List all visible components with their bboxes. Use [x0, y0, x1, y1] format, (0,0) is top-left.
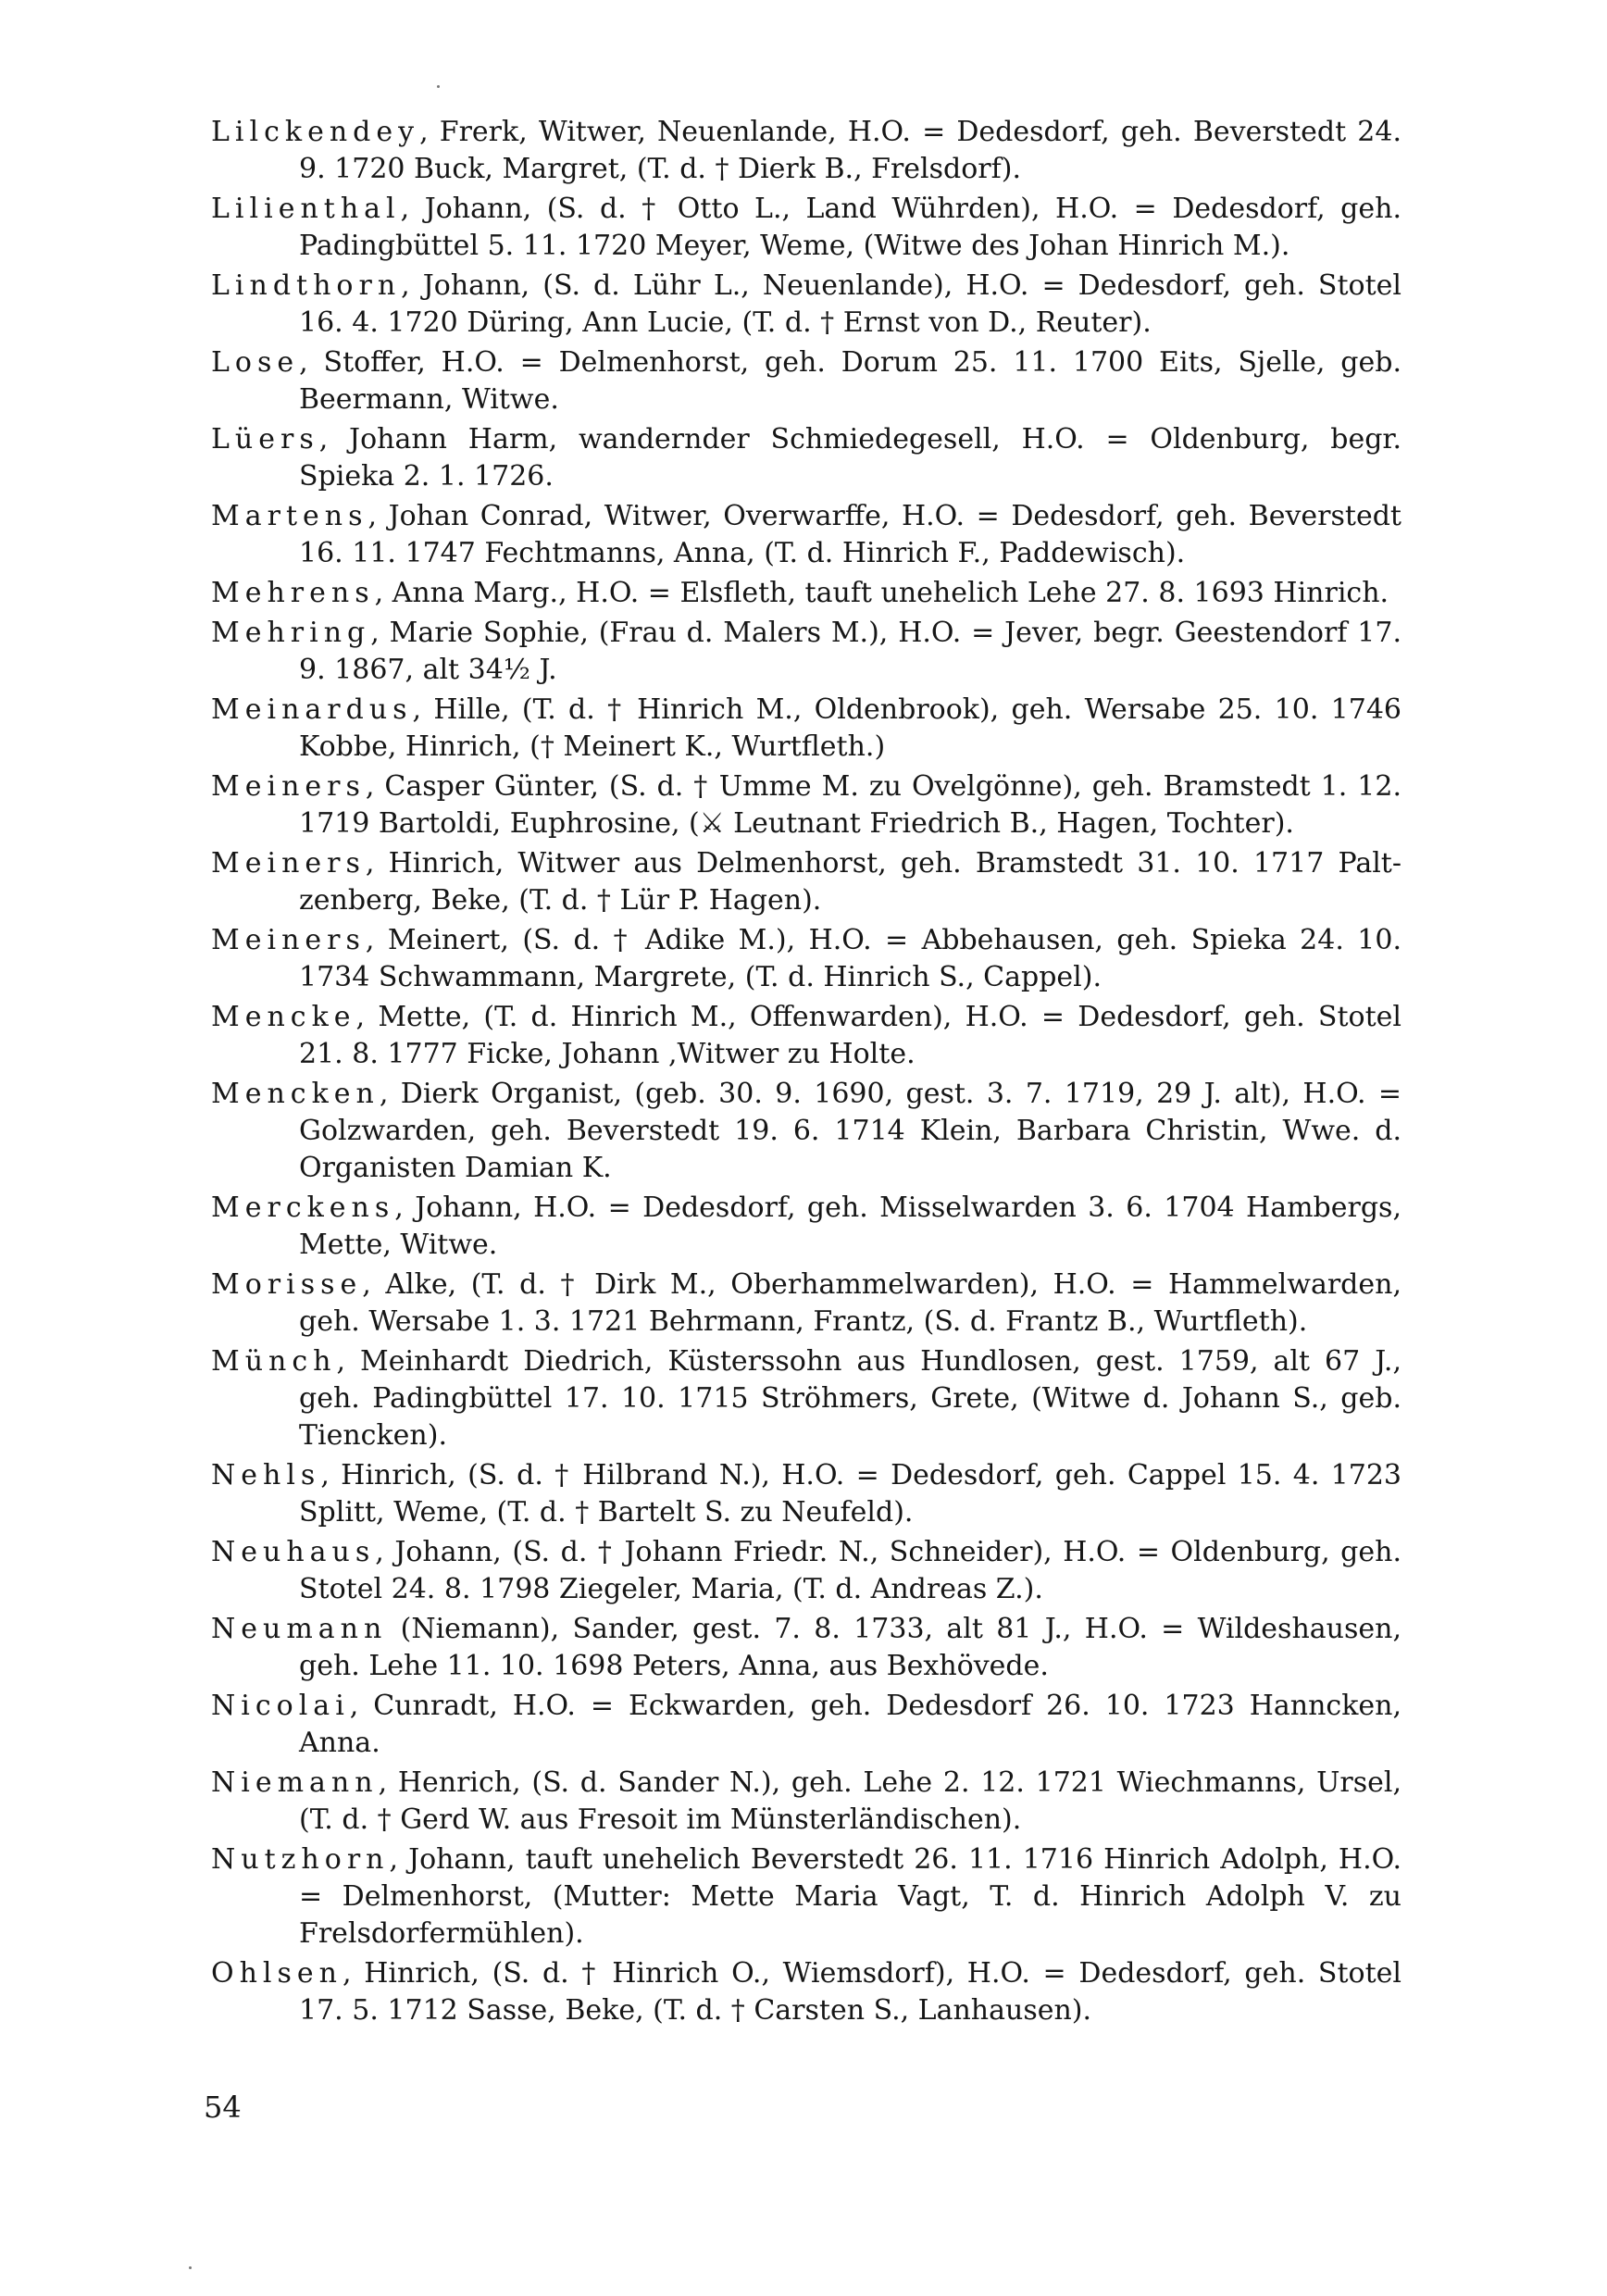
entry-text: , Johann, (S. d. Lühr L., Neuenlande), H.O. = Dedesdorf, geh. Stotel 16. 4. 1720 Düring, Ann Lucie, (T. d. † Ernst von D., Reuter).	[299, 269, 1401, 339]
entry-surname: Nutzhorn	[211, 1843, 390, 1876]
register-entry	[211, 1076, 1401, 1187]
entry-text: , Henrich, (S. d. Sander N.), geh. Lehe 2. 12. 1721 Wiechmanns, Ursel, (T. d. † Gerd W. aus Fresoit im Münsterländischen).	[299, 1766, 1401, 1836]
register-entry	[211, 1190, 1401, 1264]
entry-text: , Meinhardt Diedrich, Küsterssohn aus Hundlosen, gest. 1759, alt 67 J., geh. Padingbüttel 17. 10. 1715 Ströhmers, Grete, (Witwe d. Johann S., geb. Tiencken).	[299, 1345, 1401, 1452]
entry-text: , Stoffer, H.O. = Delmenhorst, geh. Dorum 25. 11. 1700 Eits, Sjelle, geb. Beermann, Witwe.	[299, 346, 1401, 416]
register-entry	[211, 1955, 1401, 2029]
register-entry	[211, 1534, 1401, 1608]
entry-text: , Johan Conrad, Witwer, Overwarffe, H.O. = Dedesdorf, geh. Beverstedt 16. 11. 1747 Fechtmanns, Anna, (T. d. Hinrich F., Paddewisch).	[299, 500, 1401, 569]
entry-text: , Johann, H.O. = Dedesdorf, geh. Misselwarden 3. 6. 1704 Hambergs, Mette, Witwe.	[299, 1192, 1401, 1261]
entry-text: (Niemann), Sander, gest. 7. 8. 1733, alt 81 J., H.O. = Wildeshausen, geh. Lehe 11. 10. 1698 Peters, Anna, aus Bexhövede.	[299, 1613, 1401, 1682]
entry-text: , Dierk Organist, (geb. 30. 9. 1690, gest. 3. 7. 1719, 29 J. alt), H.O. = Golzwarden, geh. Beverstedt 19. 6. 1714 Klein, Barbara Christin, Wwe. d. Organisten Damian K.	[299, 1078, 1401, 1184]
entry-surname: Neuhaus	[211, 1536, 376, 1568]
entry-text: , Johann Harm, wandernder Schmiedegesell, H.O. = Oldenburg, begr. Spieka 2. 1. 1726.	[299, 423, 1401, 493]
entry-text: , Alke, (T. d. † Dirk M., Oberhammelwarden), H.O. = Hammelwarden, geh. Wersabe 1. 3. 1721 Behrmann, Frantz, (S. d. Frantz B., Wurtfleth).	[299, 1268, 1401, 1338]
entry-surname: Mehrens	[211, 577, 375, 609]
entry-surname: Nehls	[211, 1459, 321, 1491]
entry-surname: Mencke	[211, 1001, 356, 1033]
entry-surname: Mehring	[211, 617, 371, 649]
entry-surname: Ohlsen	[211, 1957, 343, 1990]
entry-surname: Lose	[211, 346, 300, 379]
register-entry	[211, 421, 1401, 495]
entry-text: , Cunradt, H.O. = Eckwarden, geh. Dedesdorf 26. 10. 1723 Hanncken, Anna.	[299, 1690, 1401, 1759]
register-entry	[211, 922, 1401, 996]
entry-text: , Hinrich, (S. d. † Hilbrand N.), H.O. = Dedesdorf, geh. Cappel 15. 4. 1723 Splitt, Weme, (T. d. † Bartelt S. zu Neufeld).	[299, 1459, 1401, 1529]
entry-text: , Mette, (T. d. Hinrich M., Offenwarden), H.O. = Dedesdorf, geh. Stotel 21. 8. 1777 Ficke, Johann ,Witwer zu Holte.	[299, 1001, 1401, 1070]
register-entry	[211, 1688, 1401, 1762]
entry-surname: Niemann	[211, 1766, 379, 1799]
entry-surname: Martens	[211, 500, 368, 532]
entry-text: , Hille, (T. d. † Hinrich M., Oldenbrook), geh. Wersabe 25. 10. 1746 Kobbe, Hinrich, († Meinert K., Wurtfleth.)	[299, 693, 1401, 763]
register-entry	[211, 999, 1401, 1073]
register-entry	[211, 768, 1401, 842]
entry-surname: Mencken	[211, 1078, 380, 1110]
entry-surname: Meiners	[211, 924, 366, 956]
entry-surname: Lindthorn	[211, 269, 402, 302]
register-entry	[211, 191, 1401, 265]
entry-surname: Meiners	[211, 847, 366, 880]
entry-text: , Hinrich, (S. d. † Hinrich O., Wiemsdorf), H.O. = Dedesdorf, geh. Stotel 17. 5. 1712 Sasse, Beke, (T. d. † Carsten S., Lanhausen).	[299, 1957, 1401, 2027]
entry-surname: Merckens	[211, 1192, 395, 1224]
entry-surname: Münch	[211, 1345, 337, 1378]
entry-text: , Anna Marg., H.O. = Elsfleth, tauft unehelich Lehe 27. 8. 1693 Hinrich.	[374, 577, 1389, 609]
print-speck	[437, 85, 440, 88]
register-entry	[211, 575, 1401, 612]
print-speck	[189, 2266, 192, 2269]
register-entry	[211, 344, 1401, 418]
entry-text: , Johann, tauft unehelich Beverstedt 26. 11. 1716 Hinrich Adolph, H.O. = Delmenhorst, (Mutter: Mette Maria Vagt, T. d. Hinrich Adolph V. zu Frelsdorfermühlen).	[299, 1843, 1401, 1950]
entry-surname: Lüers	[211, 423, 319, 455]
register-entry	[211, 1457, 1401, 1531]
register-entry	[211, 615, 1401, 689]
entry-text: , Johann, (S. d. † Otto L., Land Wührden), H.O. = Dedesdorf, geh. Padingbüttel 5. 11. 1720 Meyer, Weme, (Witwe des Johan Hinrich M.).	[299, 193, 1401, 262]
register-entry	[211, 1841, 1401, 1953]
entry-text: , Casper Günter, (S. d. † Umme M. zu Ovelgönne), geh. Bramstedt 1. 12. 1719 Bartoldi, Euphrosine, (⚔ Leutnant Friedrich B., Hagen, Tochter).	[299, 770, 1401, 840]
page-number: 54	[204, 2090, 242, 2125]
register-entry	[211, 268, 1401, 342]
register-entry	[211, 114, 1401, 188]
register-entry	[211, 1611, 1401, 1685]
register-entry	[211, 692, 1401, 766]
entry-surname: Neumann	[211, 1613, 388, 1645]
entry-surname: Nicolai	[211, 1690, 350, 1722]
register-entry	[211, 1267, 1401, 1341]
entry-surname: Meinardus	[211, 693, 413, 726]
entry-surname: Morisse	[211, 1268, 363, 1301]
register-entry	[211, 1765, 1401, 1839]
register-entry	[211, 845, 1401, 919]
entry-surname: Lilienthal	[211, 193, 401, 225]
register-entries	[211, 114, 1401, 2032]
entry-text: , Frerk, Witwer, Neuenlande, H.O. = Dedesdorf, geh. Beverstedt 24. 9. 1720 Buck, Margret, (T. d. † Dierk B., Frelsdorf).	[299, 116, 1401, 185]
entry-text: , Marie Sophie, (Frau d. Malers M.), H.O. = Jever, begr. Geestendorf 17. 9. 1867, alt 34½ J.	[299, 617, 1401, 686]
register-entry	[211, 498, 1401, 572]
register-entry	[211, 1343, 1401, 1454]
entry-text: , Johann, (S. d. † Johann Friedr. N., Schneider), H.O. = Oldenburg, geh. Stotel 24. 8. 1798 Ziegeler, Maria, (T. d. Andreas Z.).	[299, 1536, 1401, 1605]
entry-text: , Meinert, (S. d. † Adike M.), H.O. = Abbehausen, geh. Spieka 24. 10. 1734 Schwammann, Margrete, (T. d. Hinrich S., Cappel).	[299, 924, 1401, 993]
entry-text: , Hinrich, Witwer aus Delmenhorst, geh. Bramstedt 31. 10. 1717 Paltzenberg, Beke, (T. d. † Lür P. Hagen).	[299, 847, 1401, 917]
entry-surname: Meiners	[211, 770, 366, 803]
entry-surname: Lilckendey	[211, 116, 420, 148]
